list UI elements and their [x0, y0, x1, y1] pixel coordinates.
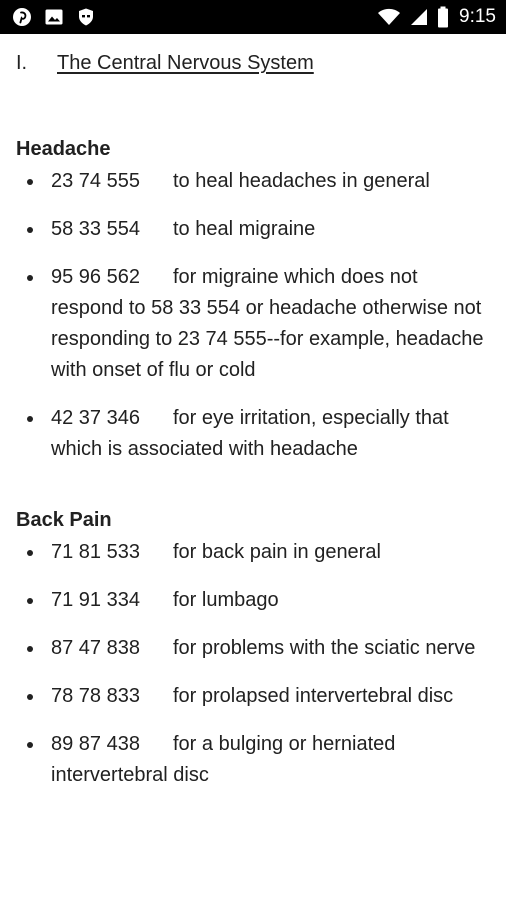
code-description: for migraine which does not respond to 58 33 554 or headache otherwise not responding to 23 74 555--for example, headache with onset of flu or cold [51, 266, 484, 381]
bullet-icon [27, 550, 33, 556]
code-description: for prolapsed intervertebral disc [173, 685, 454, 707]
code-number: 87 47 838 [51, 637, 140, 659]
signal-icon [409, 7, 429, 27]
code-description: to heal migraine [173, 218, 316, 240]
code-description: for a bulging or herniated intervertebral disc [51, 733, 396, 786]
status-bar-notifications [12, 7, 108, 27]
code-list [16, 537, 490, 791]
section-heading: Headache [16, 138, 111, 160]
code-number: 23 74 555 [51, 170, 140, 192]
section-back-pain [16, 506, 490, 791]
list-item [16, 681, 490, 712]
bullet-icon [27, 694, 33, 700]
chapter-number: I. [16, 52, 28, 74]
code-description: for lumbago [173, 589, 279, 611]
bullet-icon [27, 646, 33, 652]
shield-icon [76, 7, 96, 27]
code-number: 42 37 346 [51, 407, 140, 429]
list-item [16, 403, 490, 465]
list-item [16, 262, 490, 386]
code-description: for problems with the sciatic nerve [173, 637, 476, 659]
wifi-icon [377, 7, 401, 27]
code-number: 58 33 554 [51, 218, 140, 240]
section-heading: Back Pain [16, 509, 112, 531]
status-bar-system [369, 6, 496, 28]
bullet-icon [27, 598, 33, 604]
bullet-icon [27, 227, 33, 233]
code-description: to heal headaches in general [173, 170, 430, 192]
code-list [16, 166, 490, 465]
list-item [16, 633, 490, 664]
list-item [16, 214, 490, 245]
code-number: 71 91 334 [51, 589, 140, 611]
image-icon [44, 7, 64, 27]
chapter-title [16, 49, 490, 77]
pinterest-icon [12, 7, 32, 27]
list-item [16, 729, 490, 791]
code-number: 89 87 438 [51, 733, 140, 755]
list-item [16, 585, 490, 616]
list-item [16, 166, 490, 197]
bullet-icon [27, 416, 33, 422]
bullet-icon [27, 179, 33, 185]
code-description: for eye irritation, especially that which is associated with headache [51, 407, 449, 460]
list-item [16, 537, 490, 568]
section-headache [16, 135, 490, 465]
code-number: 95 96 562 [51, 266, 140, 288]
status-bar [0, 0, 506, 34]
article-content[interactable] [0, 34, 506, 900]
status-time: 9:15 [459, 6, 496, 27]
bullet-icon [27, 742, 33, 748]
code-description: for back pain in general [173, 541, 381, 563]
code-number: 71 81 533 [51, 541, 140, 563]
battery-icon [437, 6, 449, 28]
code-number: 78 78 833 [51, 685, 140, 707]
bullet-icon [27, 275, 33, 281]
chapter-title-text: The Central Nervous System [57, 52, 314, 74]
